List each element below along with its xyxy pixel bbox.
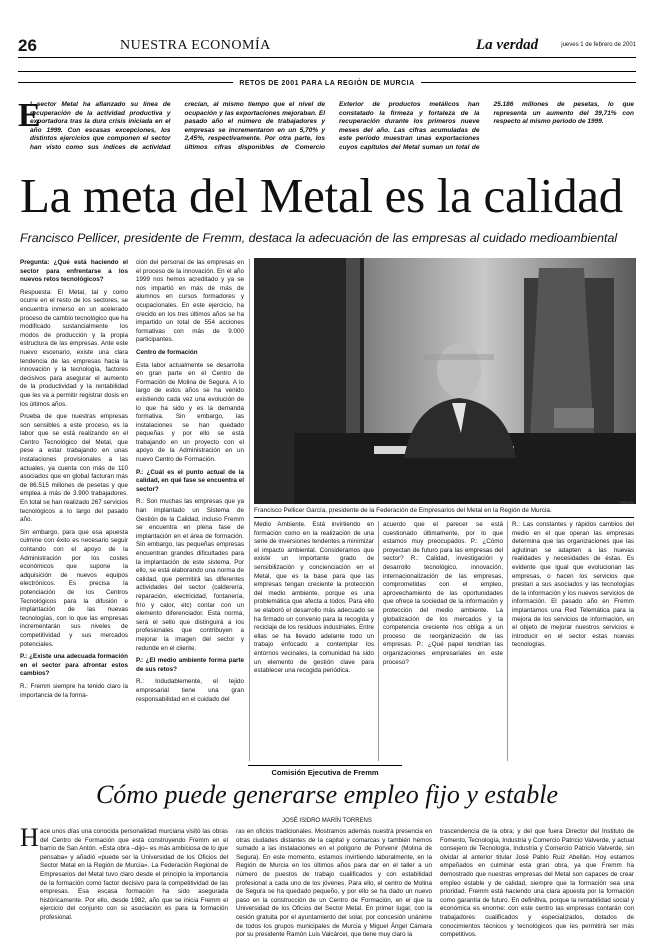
article2-byline: JOSÉ ISIDRO MARÍN TORRENS (282, 818, 372, 824)
article-column-3: Medio Ambiente. Está invirtiendo en formación como en la realización de una serie de inversiones tendentes a minimizar el impacto ambiental. Consideramos que existe un importante grado de sensibilización y concienciación en el Metal, que es la base para que las empresas tengan creciente la protección del medio ambiente, porque es una problemática que afecta a todos. Para ello se elaboró el desarrollo más adecuado se ha firmado un convenio para la recogida y reciclaje de los residuos industriales. Entre ellas se ha llevado adelante todo un trabajo enfocado a contemplar los entornos vecinales, la comunidad ha sido un elemento de gestión clave para establecer una recogida periódica. (254, 521, 374, 675)
interview-answer: R.: Son muchas las empresas que ya han implantado un Sistema de Gestión de la Calidad, incluso Fremm se encuentra en plena fase de implantación en el área de formación. Sin embargo, las pequeñas empresas encuentran grandes dificultades para la implantación de este sistema. Por ello, se está elaborando una norma de calidad, que permitirá las diferentes actividades del sector (calderería, reparación, electricidad, fontanería, frío y calor, etc) contar con un elemento diferenciador. Esta norma, será el sello que distinguirá a los profesionales que contribuyen a mejorar la imagen del sector y redunde en el cliente. (136, 498, 244, 652)
article2-kicker: Comisión Ejecutiva de Fremm (248, 765, 402, 777)
article-column-4: acuerdo que el parecer se está cuestionado últimamente, por lo que estamos muy preocupados. P.: ¿Cómo proyectan de futuro para las empresas del sector? R.: Calidad, investigación y desarrollo tecnológico, innovación, internacionalización de las empresas, comprometidas con el empleo, aprovechamiento de las oportunidades que ofrece la sociedad de la información y protección del medio ambiente. La globalización de los mercados y la competencia creciente nos obliga a un proceso de reorganización de las empresas. P.: ¿Qué papel tendrían las organizaciones empresariales en este proceso? (383, 521, 503, 666)
column-divider (249, 259, 250, 761)
photo-credit: FREMM (619, 500, 634, 505)
interview-answer: Respuesta: El Metal, tal y como ocurre en el resto de los sectores, se encuentra inmerso en un acelerado proceso de cambio tecnológico que ha modificado sustancialmente los modos de producción y la propia estructura de las empresas. Ante este nuevo escenario, existe una clara tendencia de las empresas hacia la innovación y la tecnología, factores decisivos para asegurar el aumento de la productividad y la rentabilidad que les va a permitir registrar dosis en los últimos años. (20, 288, 128, 408)
page-header (18, 38, 636, 58)
paragraph: Esta labor actualmente se desarrolla en gran parte en el Centro de Formación de Molina de Segura. A lo largo de estos años se ha venido existiendo cada vez una evolución de lo que ha sido y es la demanda formativa. Sin embargo, las instalaciones se han quedado pequeñas y por ello se está trabajando en un proyecto con el apoyo de la Administración en un nuevo Centro de Formación. (136, 361, 244, 464)
lead-dropcap: E (18, 97, 41, 134)
paragraph: ción del personal de las empresas en el proceso de la innovación. En el año 1999 nos hemos acreditado y ya se nos impartió en más de más de alumnos en cursos formadores y ocupacionales. En este ejercicio, ha crecido en los tres últimos años se ha impartido un total de 554 acciones formativas con más de 9.000 participantes. (136, 259, 244, 344)
article2-headline: Cómo puede generarse empleo fijo y estable (95, 780, 559, 809)
header-rule (18, 57, 636, 58)
article-deck: Francisco Pellicer, presidente de Fremm, destaca la adecuación de las empresas al cuidado medioambiental (20, 231, 618, 245)
article-column-2 (136, 259, 244, 762)
interview-question: Pregunta: ¿Qué está haciendo el sector para enfrentarse a los nuevos retos tecnológicos? (20, 259, 128, 284)
portrait-photo (254, 258, 636, 504)
article2-dropcap: H (20, 823, 39, 852)
photo-caption: Francisco Pellicer García, presidente de la Federación de Empresarios del Metal en la Región de Murcia. (254, 506, 634, 518)
article-column-5: R.: Las constantes y rápidos cambios del medio en el que operan las empresas determina que las organizaciones que las aglutinan se adapten a las nuevas realidades y necesidades de éstas. Es evidente que igual que evolucionan las empresas, o hacen los servicios que prestan a sus asociados y las tecnologías de la información y los nuevos servicios de información. El pasado año en Fremm implantamos una Red Telemática para la mejora de los servicios de información, en el objeto de mejorar nuestros servicios e introducir en el sector estas nuevas tecnologías. (512, 521, 634, 649)
interview-question: P.: ¿Cuál es el punto actual de la calidad, en qué fase se encuentra el sector? (136, 468, 244, 493)
interview-question: P.: ¿Existe una adecuada formación en el sector para afrontar estos cambios? (20, 653, 128, 678)
article-column-1 (20, 259, 128, 762)
interview-question: P.: ¿El medio ambiente forma parte de sus retos? (136, 657, 244, 673)
section-name: NUESTRA ECONOMÍA (120, 38, 271, 53)
banner-text: RETOS DE 2001 PARA LA REGIÓN DE MURCIA (233, 80, 420, 87)
paragraph: Prueba de que nuestras empresas son sensibles a este proceso, es la labor que se está realizando en el Centro Tecnológico del Metal, que pese a estar trabajando en unas instalaciones provisionales a las actuales, ya cuenta con más de 110 asociados que en global facturan más de 86.515 millones de pesetas y que emplea a más de 3.900 trabajadores. En total se han realizado 267 servicios tecnológicos a lo largo del pasado año. (20, 413, 128, 524)
paragraph: Sin embargo, para que esa apuesta culmine con éxito es necesario seguir contando con el apoyo de la Administración por los costes económicos que supone la adquisición de nuevos equipos electrónicos. Es precisa la potenciación de los Centros Tecnológicos para la difusión e implantación de las nuevas tecnologías, con lo que las empresas incrementarán sus niveles de competitividad y sus mercados potenciales. (20, 528, 128, 648)
page-number: 26 (18, 36, 37, 55)
issue-date: jueves 1 de febrero de 2001 (561, 42, 636, 48)
interview-answer: R.: Indudablemente, el tejido empresarial tiene una gran responsabilidad en el cuidado del (136, 678, 244, 703)
article2-column-3: trascendencia de la obra; y del que fuera Director del Instituto de Fomento, Tecnología, Industria y Comercio Patricio Valverde, y actual consejero de Tecnología, Industria y Comercio Patricio Valverde, sin olvidar al anterior titular José Pablo Ruiz Abellán. Hoy estamos empeñados en culminar esta gran obra, ya que Fremm ha demostrado que nuestras empresas del Metal son capaces de crear empleo estable y de calidad, siempre que la formación sea una prioridad. Fremm está haciendo una clara apuesta por la formación como garantía de futuro. En definitiva, porque la rentabilidad social y económica es enorme: con este centro las empresas contarán con trabajadores cualificados y especializados, dotados de conocimientos técnicos y tecnológicos que les permitirá ser más competitivos. (440, 828, 634, 939)
subheading: Centro de formación (136, 348, 198, 356)
photo-illustration (254, 258, 636, 504)
article2-column-2: ras en oficios tradicionales. Mostramos además nuestra presencia en otras ciudades distantes de la capital y comarcas y también hemos sumado a las instalaciones en el polígono de Porvenir (Molina de Segura). En este momento, estamos invirtiendo laboralmente, en la Región de Murcia en los últimos años para dar en el taller a un número de puestos de trabajo cualificados y con estabilidad profesional a cada uno de los jóvenes. Para ello, el centro de Molina de Segura se ha quedado pequeño, y por ello se ha dado un nuevo paso en la construcción de un Centro de Formación, en el que la Universidad de los Oficios del Sector Metal. En primer lugar, con la cesión gratuita por el ayuntamiento del solar, por concesión unánime de todos los grupos municipales de Murcia y Miguel Ángel Cámara por su presidente Ramón Luis Valcárcel, que tiene muy claro la (236, 828, 432, 939)
article-lead: l sector Metal ha afianzado su línea de recuperación de la actividad productiva y exportadora tras la dura crisis iniciada en el año 1999. Con escasas excepciones, los distintos ejercicios que componen el sector han visto como sus índices de actividad crecían, al mismo tiempo que el nivel de ocupación y las exportaciones mejoraban. El pasado año el número de trabajadores y empresas se incrementaron en un 5,70% y 2,45%, respectivamente. Por otra parte, los últimos cifras disponibles de Comercio Exterior de productos metálicos han constatado la firmeza y fortaleza de la recuperación durante los primeros nueve meses del año. Las cifras acumuladas de este período muestran unas exportaciones cuyos capítulos del Metal suman un total de 25.186 millones de pesetas, lo que representa un aumento del 39,71% con respecto al mismo período de 1999. (30, 101, 634, 151)
section-banner (18, 71, 636, 87)
interview-answer: R.: Fremm siempre ha tenido claro la importancia de la forma- (20, 682, 128, 699)
newspaper-name: La verdad (476, 37, 539, 53)
column-divider (507, 521, 508, 761)
article2-column-1: ace unos días una conocida personalidad murciana visitó las obras del Centro de Formación que está construyendo Fremm en el barrio de San Antón. «Esta obra –dijo– es más ambiciosa de lo que pensaba» y añadió «puede ser la Universidad de los Oficios del Sector Metal en la Región de Murcia». La Federación Regional de Empresarios del Metal tuvo claro desde el principio la importancia de la formación como factor decisivo para la competitividad de las empresas. Esa escasa formación ha sido asegurada históricamente. Por ello, desde 1982, año que se inicia Fremm el ejercicio del conjunto con su asociación es para la formación profesional. (40, 828, 228, 921)
column-divider (378, 521, 379, 761)
article-headline: La meta del Metal es la calidad (20, 168, 623, 223)
